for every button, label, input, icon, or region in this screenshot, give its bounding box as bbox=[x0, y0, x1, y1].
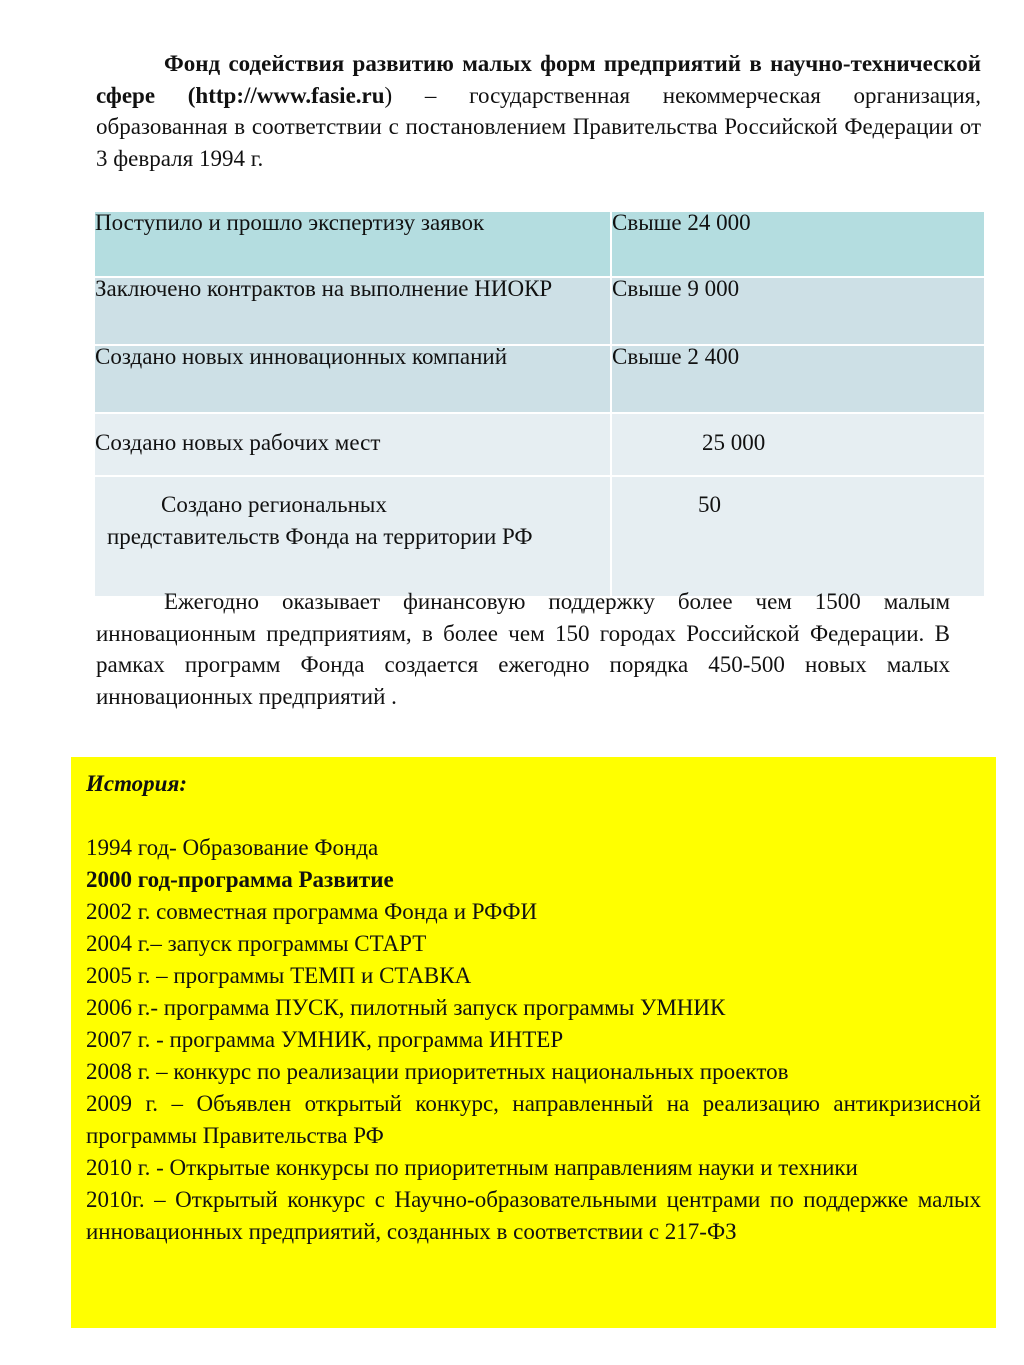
table-row bbox=[94, 277, 985, 345]
table-row bbox=[94, 211, 985, 277]
history-item: 1994 год- Образование Фонда bbox=[86, 835, 379, 860]
history-item: 2002 г. совместная программа Фонда и РФФИ bbox=[86, 899, 538, 924]
table-row bbox=[94, 476, 985, 597]
intro-rest-text: ) – государственная некоммерческая организация, образованная в соответствии с постановлением Правительства Российской Федерации от 3 февраля 1994 г. bbox=[96, 82, 982, 171]
stat-label bbox=[94, 476, 611, 597]
stats-table bbox=[93, 210, 986, 598]
stat-label-line1: Создано региональных bbox=[161, 492, 387, 517]
history-item: 2009 г. – Объявлен открытый конкурс, направленный на реализацию антикризисной программы Правительства РФ bbox=[86, 1091, 981, 1148]
intro-paragraph bbox=[96, 48, 981, 174]
stat-value: 50 bbox=[611, 476, 985, 597]
stat-label: Создано новых инновационных компаний bbox=[94, 345, 611, 413]
stat-value: Свыше 24 000 bbox=[611, 211, 985, 277]
history-item: 2010 г. - Открытые конкурсы по приоритетным направлениям науки и техники bbox=[86, 1155, 858, 1180]
history-item: 2004 г.– запуск программы СТАРТ bbox=[86, 931, 427, 956]
stat-label-rest: представительств Фонда на территории РФ bbox=[107, 524, 533, 549]
annual-support-paragraph: Ежегодно оказывает финансовую поддержку более чем 1500 малым инновационным предприятиям, в более чем 150 городах Российской Федерации. В рамках программ Фонда создается ежегодно порядка 450-500 новых малых инновационных предприятий . bbox=[96, 589, 950, 709]
history-item: 2010г. – Открытый конкурс с Научно-образовательными центрами по поддержке малых инновационных предприятий, созданных в соответствии с 217-ФЗ bbox=[86, 1187, 981, 1244]
table-row bbox=[94, 345, 985, 413]
history-item: 2008 г. – конкурс по реализации приоритетных национальных проектов bbox=[86, 1059, 789, 1084]
history-box bbox=[71, 757, 996, 1328]
stat-value: Свыше 2 400 bbox=[611, 345, 985, 413]
table-row bbox=[94, 413, 985, 476]
history-item: 2005 г. – программы ТЕМП и СТАВКА bbox=[86, 963, 472, 988]
history-item: 2007 г. - программа УМНИК, программа ИНТЕР bbox=[86, 1027, 564, 1052]
history-item: 2000 год-программа Развитие bbox=[86, 867, 394, 892]
history-item: 2006 г.- программа ПУСК, пилотный запуск программы УМНИК bbox=[86, 995, 726, 1020]
stat-value: Свыше 9 000 bbox=[611, 277, 985, 345]
stat-label: Создано новых рабочих мест bbox=[94, 413, 611, 476]
history-title: История: bbox=[86, 771, 187, 796]
stat-label: Заключено контрактов на выполнение НИОКР bbox=[94, 277, 611, 345]
stat-value: 25 000 bbox=[611, 413, 985, 476]
intro-bold-text: Фонд содействия развитию малых форм предприятий в научно-технической сфере (http://www.fasie.ru bbox=[96, 51, 981, 108]
stat-label: Поступило и прошло экспертизу заявок bbox=[94, 211, 611, 277]
